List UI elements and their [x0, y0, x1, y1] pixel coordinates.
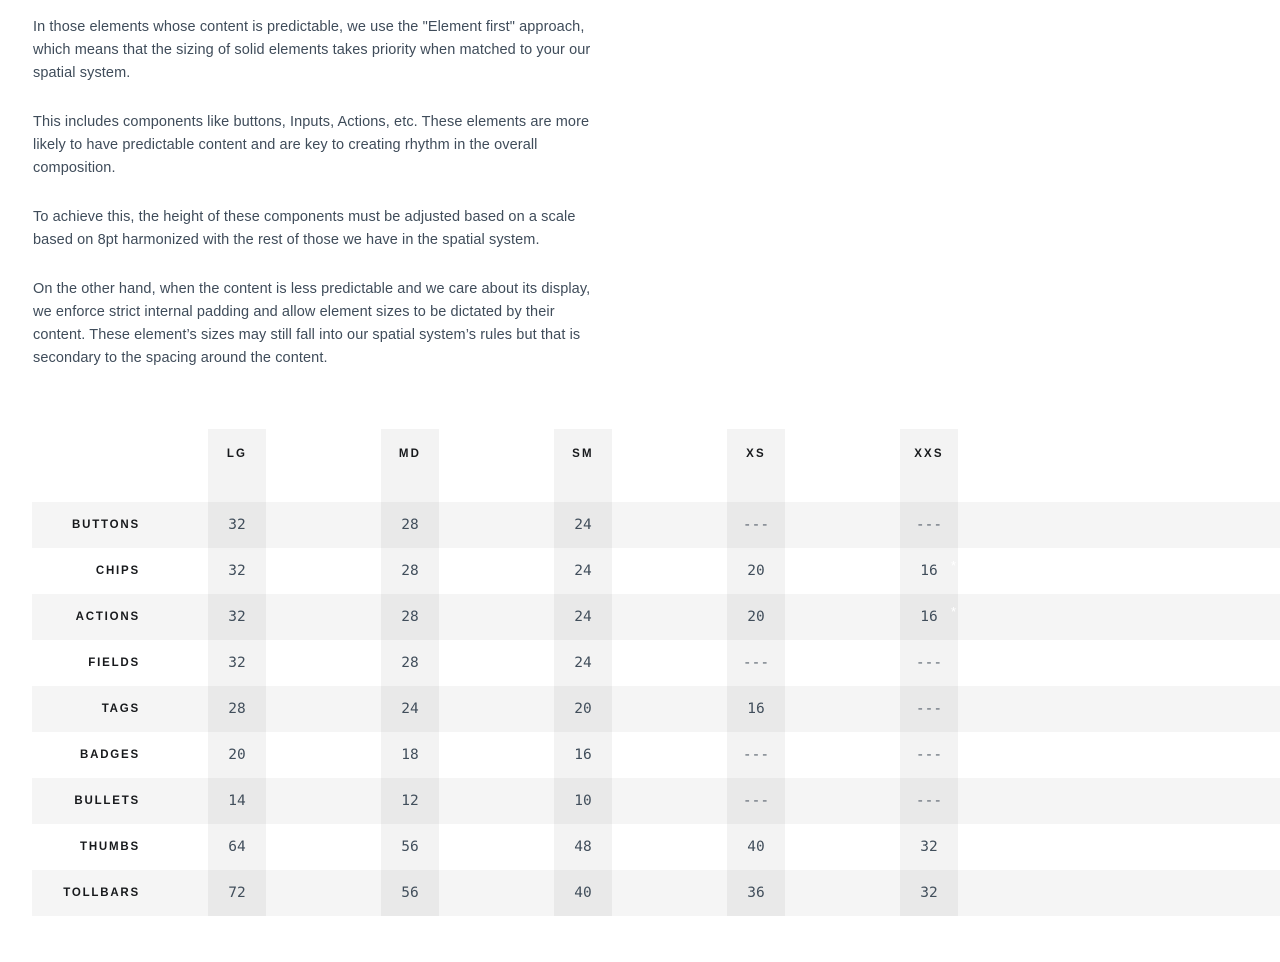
- cell: 48: [574, 839, 592, 855]
- table-row-chips: [0, 548, 1280, 594]
- cell: ---: [742, 747, 770, 763]
- cell: ---: [915, 793, 943, 809]
- cell: ---: [742, 793, 770, 809]
- cell: [900, 548, 958, 594]
- table-row-buttons: [0, 502, 1280, 548]
- cell: 72: [228, 885, 246, 901]
- cell: 16: [747, 701, 765, 717]
- cell: 24: [574, 609, 592, 625]
- cell: ---: [915, 747, 943, 763]
- intro-text-block: [33, 16, 605, 396]
- cell: 28: [401, 655, 419, 671]
- table-row-actions: [0, 594, 1280, 640]
- paragraph-element-first: In those elements whose content is predictable, we use the "Element first" approach, which means that the sizing of solid elements takes priority when matched to your our spatial system.: [33, 19, 591, 81]
- cell: ---: [915, 701, 943, 717]
- cell: 10: [574, 793, 592, 809]
- cell: 24: [574, 517, 592, 533]
- row-label: CHIPS: [95, 565, 140, 577]
- cell: 18: [401, 747, 419, 763]
- row-label: TOLLBARS: [63, 887, 140, 899]
- paragraph-less-predictable: On the other hand, when the content is less predictable and we care about its display, we enforce strict internal padding and allow element sizes to be dictated by their content. These element’s sizes may still fall into our spatial system’s rules but that is secondary to the spacing around the content.: [33, 281, 591, 366]
- table-row-fields: [0, 640, 1280, 686]
- cell-value: 16: [920, 609, 938, 625]
- cell: [900, 594, 958, 640]
- column-header-md: MD: [398, 448, 422, 460]
- table-row-tags: [0, 686, 1280, 732]
- cell: 32: [228, 655, 246, 671]
- row-label: THUMBS: [80, 841, 140, 853]
- cell: 14: [228, 793, 246, 809]
- cell: 32: [228, 609, 246, 625]
- cell-value: 16: [920, 563, 938, 579]
- cell: ---: [742, 655, 770, 671]
- cell: 40: [574, 885, 592, 901]
- row-label: BADGES: [79, 749, 140, 761]
- cell: 28: [228, 701, 246, 717]
- cell: ---: [742, 517, 770, 533]
- row-label: TAGS: [101, 703, 140, 715]
- column-header-sm: SM: [572, 448, 594, 460]
- row-label: ACTIONS: [75, 611, 140, 623]
- sizing-table: [0, 429, 1280, 916]
- cell: 20: [574, 701, 592, 717]
- table-row-badges: [0, 732, 1280, 778]
- cell: 32: [920, 885, 938, 901]
- cell: 20: [747, 563, 765, 579]
- cell: 28: [401, 609, 419, 625]
- paragraph-8pt-scale: To achieve this, the height of these components must be adjusted based on a scale based on 8pt harmonized with the rest of those we have in the spatial system.: [33, 209, 576, 248]
- cell: 20: [228, 747, 246, 763]
- cell: 12: [401, 793, 419, 809]
- column-header-lg: LG: [226, 448, 248, 460]
- cell: 20: [747, 609, 765, 625]
- table-body: [0, 502, 1280, 916]
- footnote-asterisk: *: [950, 604, 956, 619]
- column-header-xs: XS: [746, 448, 766, 460]
- cell: 28: [401, 517, 419, 533]
- table-row-thumbs: [0, 824, 1280, 870]
- cell: 28: [401, 563, 419, 579]
- table-row-tollbars: [0, 870, 1280, 916]
- paragraph-components: This includes components like buttons, Inputs, Actions, etc. These elements are more likely to have predictable content and are key to creating rhythm in the overall composition.: [33, 114, 590, 176]
- cell: 36: [747, 885, 765, 901]
- row-label: BUTTONS: [72, 519, 140, 531]
- row-label: BULLETS: [74, 795, 140, 807]
- cell: 32: [228, 517, 246, 533]
- column-header-xxs: XXS: [914, 448, 944, 460]
- cell: 16: [574, 747, 592, 763]
- cell: 56: [401, 839, 419, 855]
- cell: 56: [401, 885, 419, 901]
- cell: 32: [920, 839, 938, 855]
- cell: 64: [228, 839, 246, 855]
- cell: 24: [401, 701, 419, 717]
- cell: 40: [747, 839, 765, 855]
- table-row-bullets: [0, 778, 1280, 824]
- cell: 24: [574, 655, 592, 671]
- footnote-asterisk: *: [950, 558, 956, 573]
- cell: 24: [574, 563, 592, 579]
- cell: 32: [228, 563, 246, 579]
- row-label: FIELDS: [88, 657, 140, 669]
- table-header-row: [0, 429, 1280, 502]
- cell: ---: [915, 517, 943, 533]
- cell: ---: [915, 655, 943, 671]
